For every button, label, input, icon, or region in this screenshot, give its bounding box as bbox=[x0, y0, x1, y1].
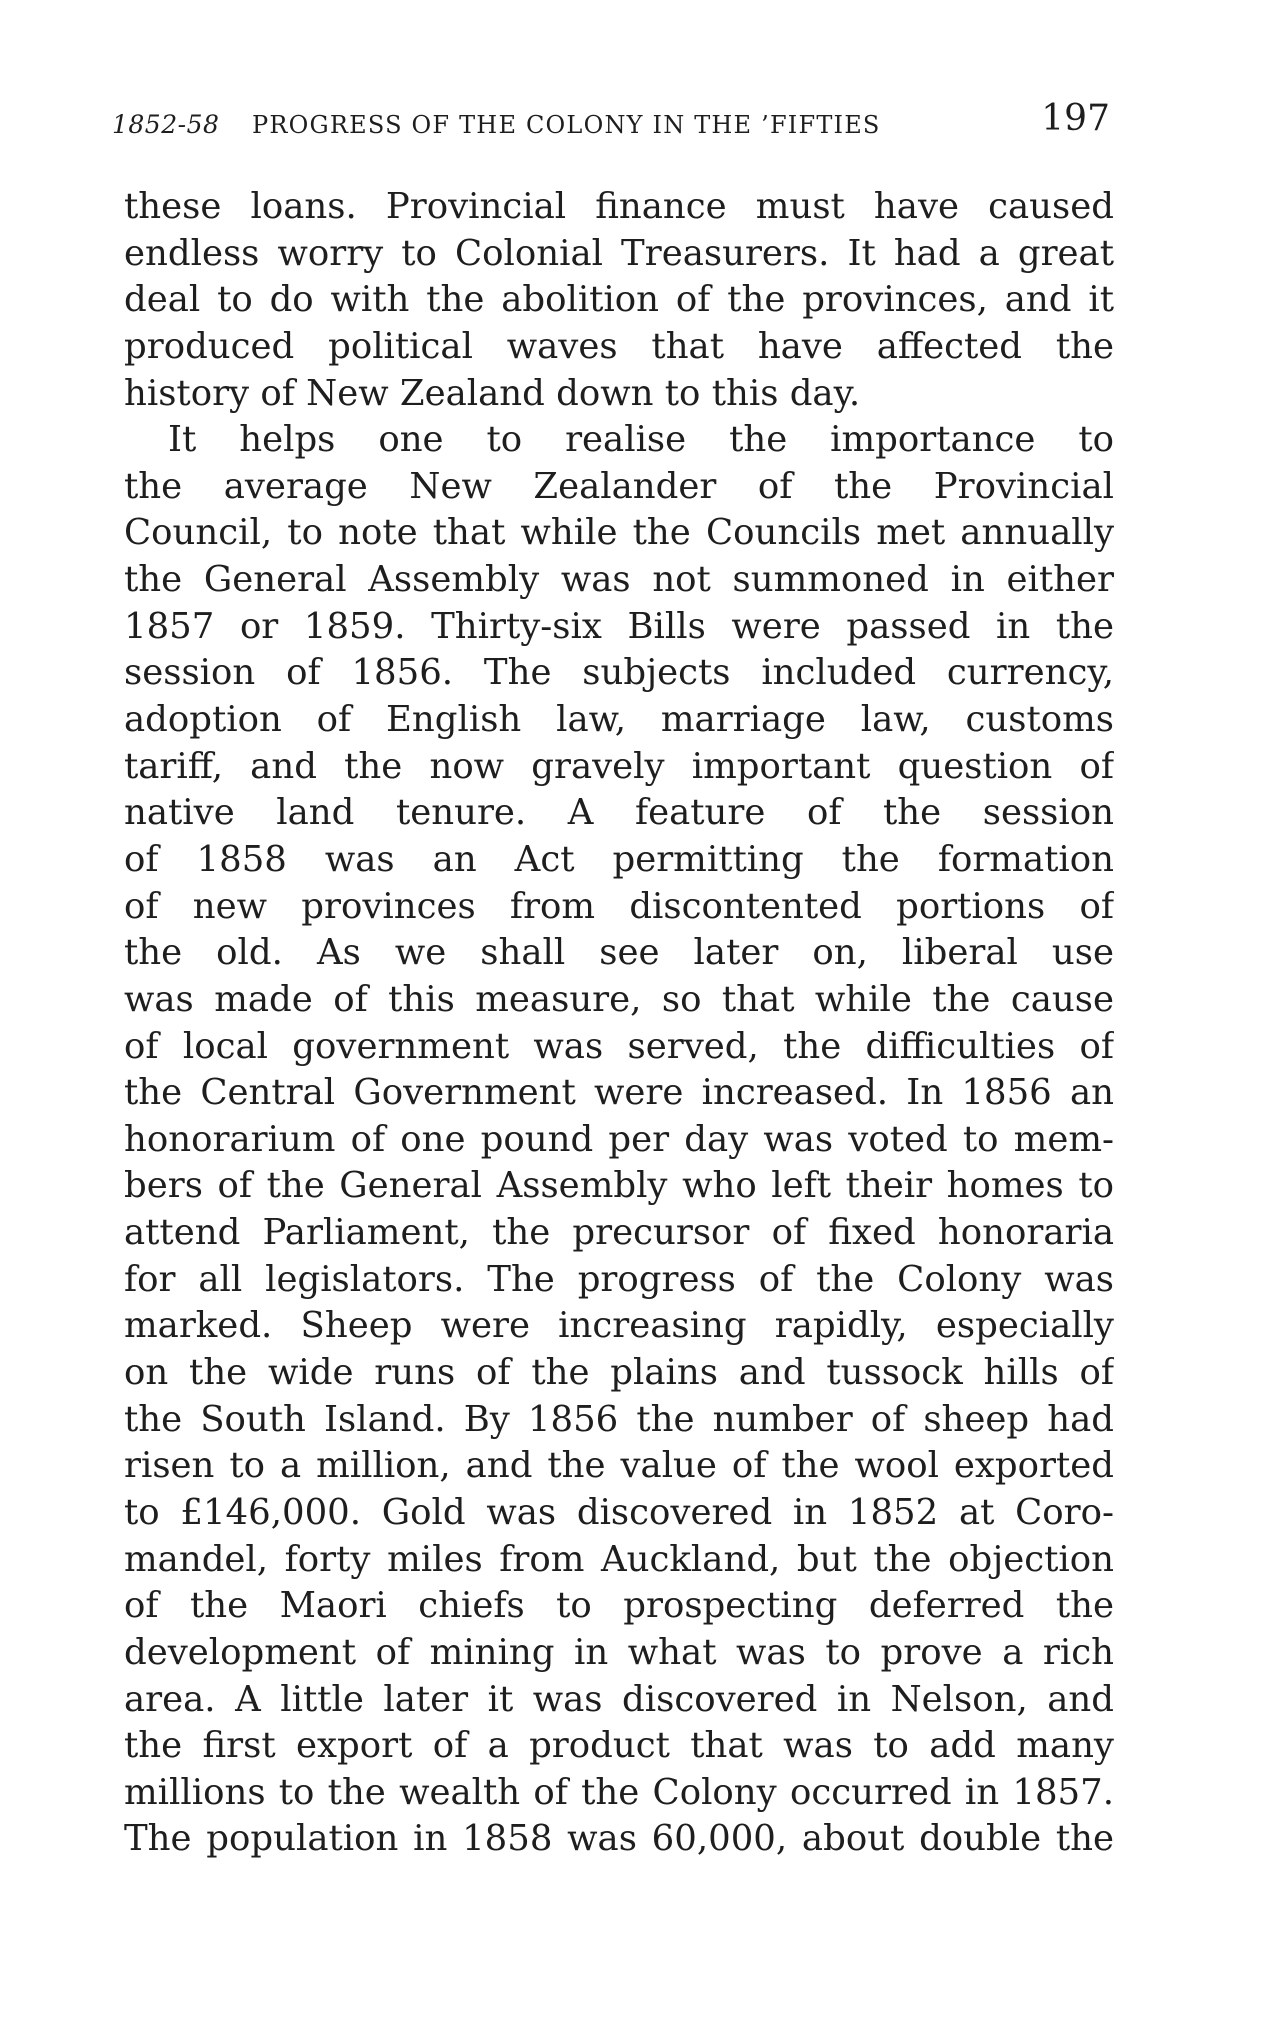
text-line: tariff, and the now gravely important question of bbox=[124, 745, 1114, 787]
text-line: marked. Sheep were increasing rapidly, especially bbox=[124, 1305, 1114, 1347]
running-header bbox=[112, 98, 1110, 150]
text-line: honorarium of one pound per day was voted to mem- bbox=[124, 1118, 1114, 1160]
text-line: the General Assembly was not summoned in either bbox=[124, 559, 1114, 601]
text-line: of local government was served, the difficulties of bbox=[124, 1025, 1114, 1067]
text-line: the average New Zealander of the Provincial bbox=[124, 465, 1114, 507]
text-line: of the Maori chiefs to prospecting deferred the bbox=[124, 1585, 1114, 1627]
text-line: produced political waves that have affected the bbox=[124, 325, 1114, 367]
text-line: to £146,000. Gold was discovered in 1852 at Coro- bbox=[124, 1491, 1114, 1533]
running-title: PROGRESS OF THE COLONY IN THE ’FIFTIES bbox=[252, 111, 881, 139]
text-line: area. A little later it was discovered in Nelson, and bbox=[124, 1678, 1114, 1720]
text-line: attend Parliament, the precursor of fixed honoraria bbox=[124, 1212, 1114, 1254]
page-number: 197 bbox=[1041, 98, 1110, 139]
header-years: 1852-58 bbox=[112, 110, 220, 139]
text-line: millions to the wealth of the Colony occurred in 1857. bbox=[124, 1771, 1114, 1813]
text-line: bers of the General Assembly who left their homes to bbox=[124, 1165, 1114, 1207]
body-text bbox=[124, 184, 1114, 1863]
text-line: adoption of English law, marriage law, customs bbox=[124, 699, 1114, 741]
text-line: for all legislators. The progress of the Colony was bbox=[124, 1258, 1114, 1300]
text-line: risen to a million, and the value of the wool exported bbox=[124, 1445, 1114, 1487]
text-line: the South Island. By 1856 the number of sheep had bbox=[124, 1398, 1114, 1440]
paragraph-start-line: It helps one to realise the importance to bbox=[168, 419, 1114, 461]
text-line: endless worry to Colonial Treasurers. It had a great bbox=[124, 232, 1114, 274]
text-line: 1857 or 1859. Thirty-six Bills were passed in the bbox=[124, 605, 1114, 647]
text-line: the old. As we shall see later on, liberal use bbox=[124, 932, 1114, 974]
text-line: on the wide runs of the plains and tussock hills of bbox=[124, 1352, 1114, 1394]
text-line: was made of this measure, so that while the cause bbox=[124, 978, 1114, 1020]
text-line: history of New Zealand down to this day. bbox=[124, 372, 861, 414]
text-line: development of mining in what was to prove a rich bbox=[124, 1631, 1114, 1673]
text-line: these loans. Provincial finance must have caused bbox=[124, 186, 1114, 227]
text-line: session of 1856. The subjects included currency, bbox=[124, 652, 1114, 694]
text-line: of 1858 was an Act permitting the formation bbox=[124, 838, 1114, 880]
text-line: The population in 1858 was 60,000, about double the bbox=[124, 1818, 1114, 1860]
text-line: Council, to note that while the Councils met annually bbox=[124, 512, 1114, 554]
text-line: mandel, forty miles from Auckland, but the objection bbox=[124, 1538, 1114, 1580]
text-line: of new provinces from discontented portions of bbox=[124, 885, 1114, 927]
text-line: native land tenure. A feature of the session bbox=[124, 792, 1114, 834]
text-line: deal to do with the abolition of the provinces, and it bbox=[124, 279, 1114, 321]
text-line: the Central Government were increased. In 1856 an bbox=[124, 1072, 1114, 1114]
text-line: the first export of a product that was to add many bbox=[124, 1725, 1114, 1767]
